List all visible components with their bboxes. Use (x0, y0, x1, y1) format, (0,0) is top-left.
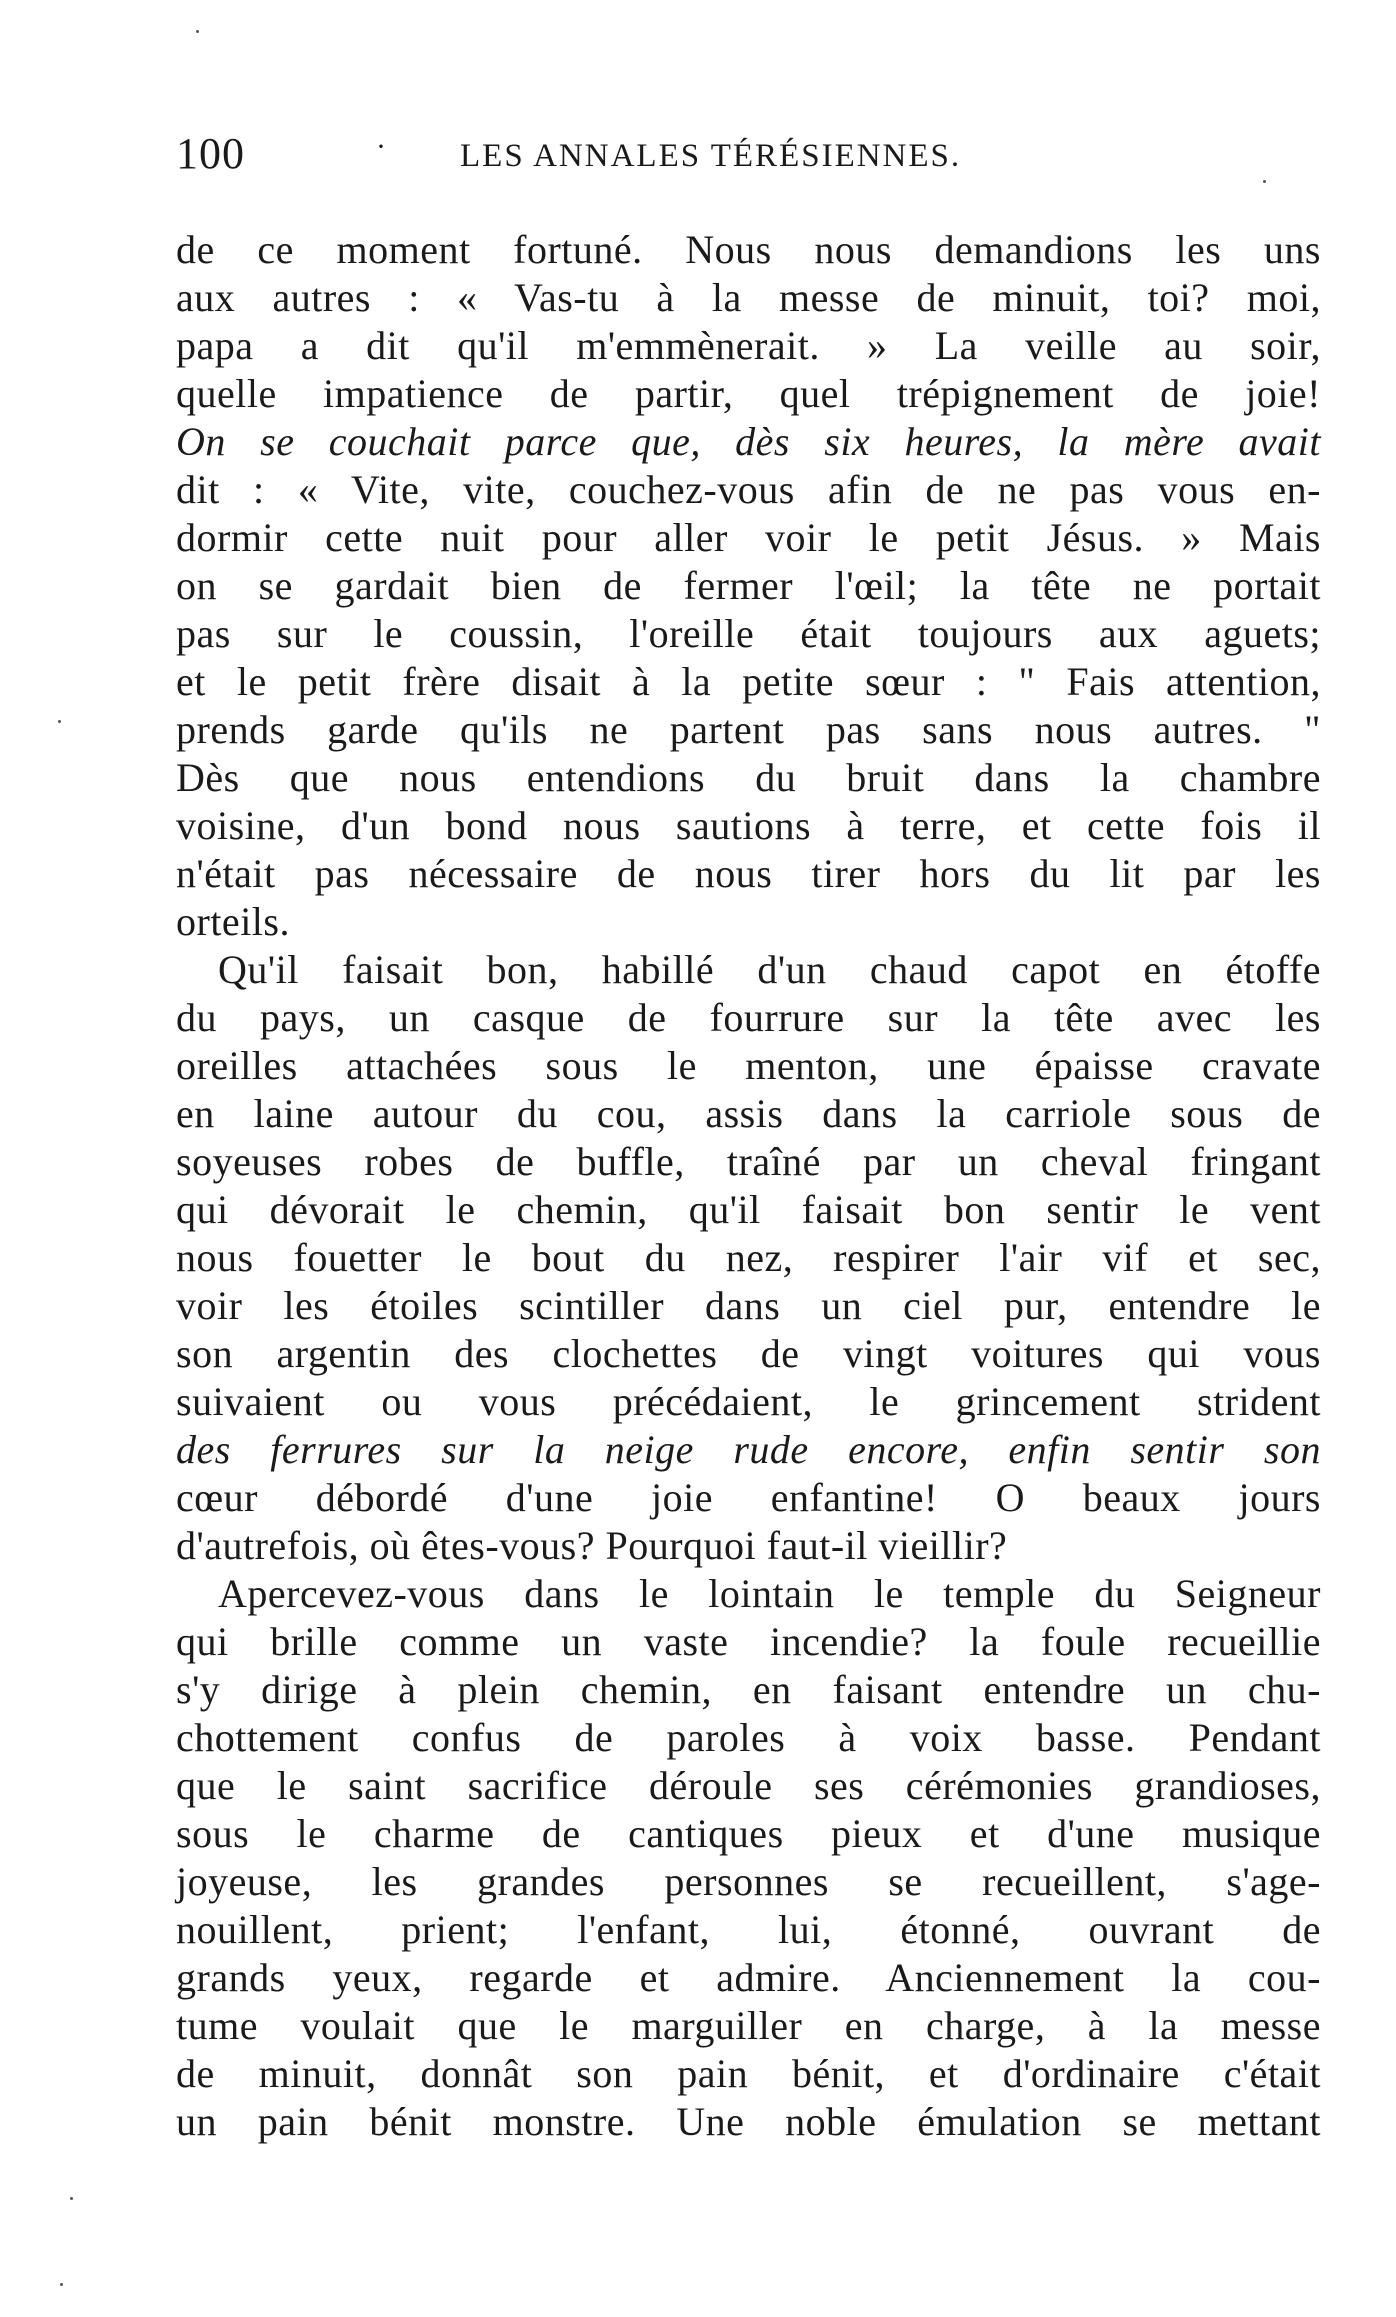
header-bullet: · (376, 130, 386, 163)
text-line: dormir cette nuit pour aller voir le petit Jésus. » Mais (176, 515, 1321, 560)
text-line: Apercevez-vous dans le lointain le temple du Seigneur (218, 1571, 1321, 1616)
text-line: papa a dit qu'il m'emmènerait. » La veille au soir, (176, 323, 1321, 368)
text-line: n'était pas nécessaire de nous tirer hors du lit par les (176, 851, 1321, 896)
text-line: voir les étoiles scintiller dans un ciel pur, entendre le (176, 1283, 1321, 1328)
text-line: suivaient ou vous précédaient, le grincement strident (176, 1379, 1321, 1424)
text-line: chottement confus de paroles à voix basse. Pendant (176, 1715, 1321, 1760)
text-line: prends garde qu'ils ne partent pas sans nous autres. " (176, 707, 1321, 752)
text-line: d'autrefois, où êtes-vous? Pourquoi faut-il vieillir? (176, 1523, 1008, 1568)
text-line: qui dévorait le chemin, qu'il faisait bon sentir le vent (176, 1187, 1321, 1232)
text-line: orteils. (176, 899, 290, 944)
text-line: nous fouetter le bout du nez, respirer l'air vif et sec, (176, 1235, 1321, 1280)
text-line: aux autres : « Vas-tu à la messe de minuit, toi? moi, (176, 275, 1321, 320)
text-line: Dès que nous entendions du bruit dans la chambre (176, 755, 1321, 800)
page-header (176, 128, 1321, 188)
text-line: joyeuse, les grandes personnes se recueillent, s'age- (176, 1859, 1321, 1904)
text-line: dit : « Vite, vite, couchez-vous afin de ne pas vous en- (176, 467, 1321, 512)
print-speck (58, 720, 61, 723)
text-line: pas sur le coussin, l'oreille était toujours aux aguets; (176, 611, 1321, 656)
text-line: on se gardait bien de fermer l'œil; la tête ne portait (176, 563, 1321, 608)
print-speck (60, 2283, 63, 2286)
text-line: sous le charme de cantiques pieux et d'une musique (176, 1811, 1321, 1856)
text-line: On se couchait parce que, dès six heures, la mère avait (176, 419, 1321, 464)
text-line: son argentin des clochettes de vingt voitures qui vous (176, 1331, 1321, 1376)
print-speck (70, 2197, 73, 2200)
text-line: et le petit frère disait à la petite sœur : " Fais attention, (176, 659, 1321, 704)
text-line: en laine autour du cou, assis dans la carriole sous de (176, 1091, 1321, 1136)
text-line: grands yeux, regarde et admire. Anciennement la cou- (176, 1955, 1321, 2000)
text-line: que le saint sacrifice déroule ses cérémonies grandioses, (176, 1763, 1321, 1808)
text-line: voisine, d'un bond nous sautions à terre, et cette fois il (176, 803, 1321, 848)
text-line: du pays, un casque de fourrure sur la tête avec les (176, 995, 1321, 1040)
text-line: nouillent, prient; l'enfant, lui, étonné, ouvrant de (176, 1907, 1321, 1952)
text-line: tume voulait que le marguiller en charge, à la messe (176, 2003, 1321, 2048)
running-title: LES ANNALES TÉRÉSIENNES. (460, 138, 962, 174)
print-speck (1263, 180, 1266, 183)
text-line: s'y dirige à plein chemin, en faisant entendre un chu- (176, 1667, 1321, 1712)
page-number: 100 (176, 129, 245, 178)
text-line: qui brille comme un vaste incendie? la foule recueillie (176, 1619, 1321, 1664)
text-line: cœur débordé d'une joie enfantine! O beaux jours (176, 1475, 1321, 1520)
text-line: de ce moment fortuné. Nous nous demandions les uns (176, 227, 1321, 272)
text-line: des ferrures sur la neige rude encore, enfin sentir son (176, 1427, 1321, 1472)
text-line: de minuit, donnât son pain bénit, et d'ordinaire c'était (176, 2051, 1321, 2096)
text-line: oreilles attachées sous le menton, une épaisse cravate (176, 1043, 1321, 1088)
text-line: quelle impatience de partir, quel trépignement de joie! (176, 371, 1321, 416)
text-line: soyeuses robes de buffle, traîné par un cheval fringant (176, 1139, 1321, 1184)
body-text (176, 226, 1321, 2146)
print-speck (196, 30, 199, 33)
text-line: un pain bénit monstre. Une noble émulation se mettant (176, 2099, 1321, 2144)
text-line: Qu'il faisait bon, habillé d'un chaud capot en étoffe (218, 947, 1321, 992)
